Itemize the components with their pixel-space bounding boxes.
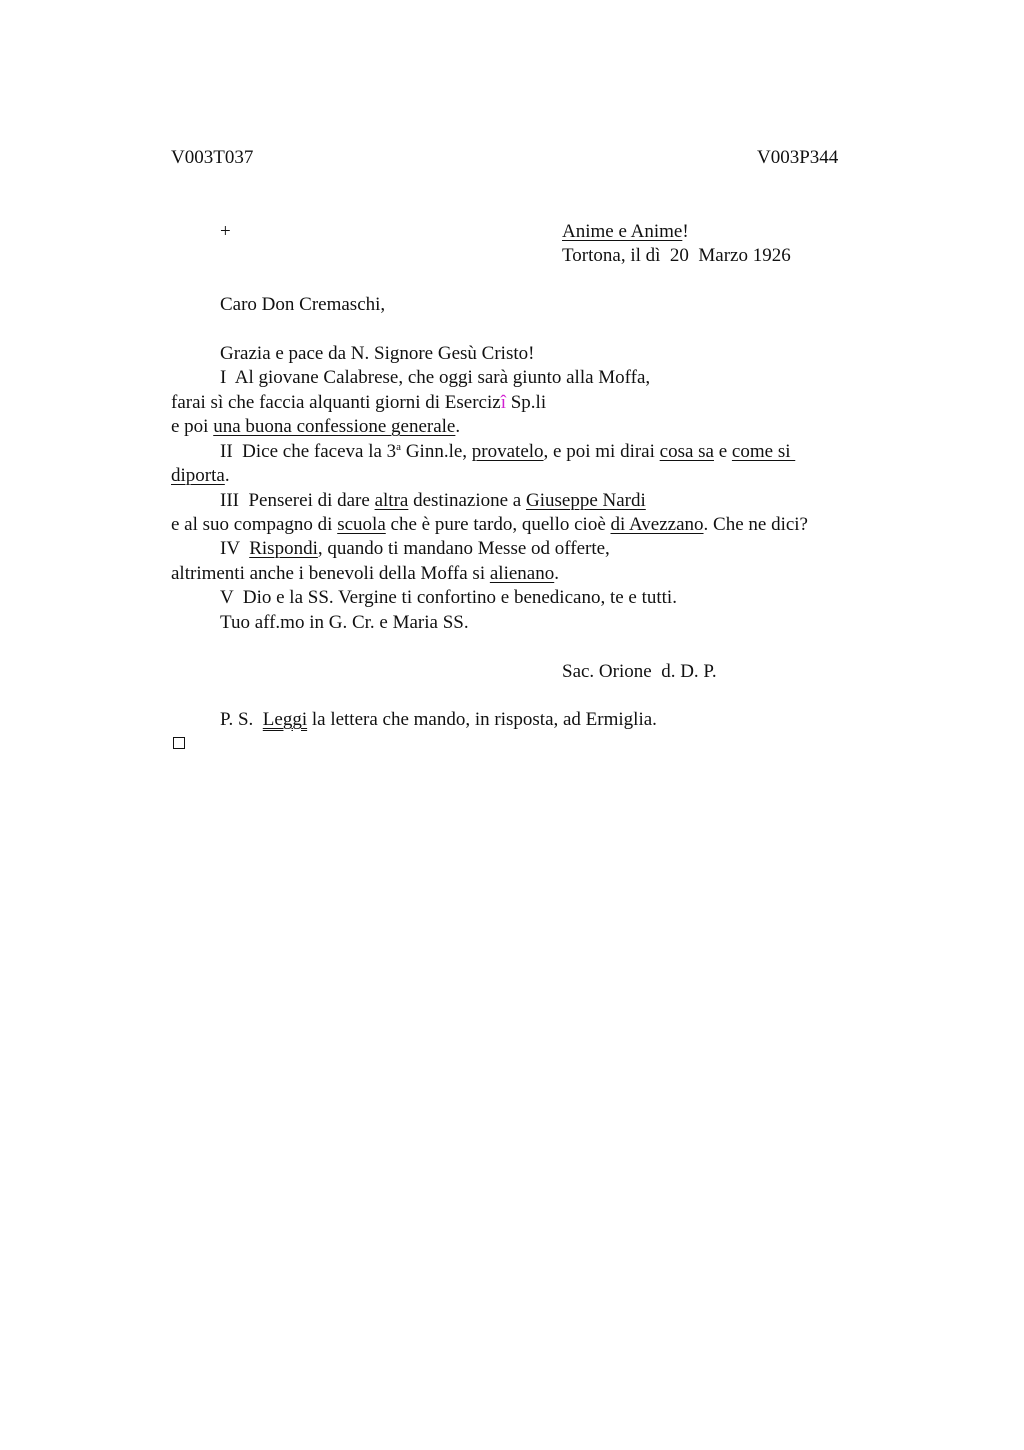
double-underlined-text: Leggi — [262, 709, 308, 730]
underlined-text: diporta — [171, 465, 225, 486]
paragraph-1-line-2 — [171, 391, 546, 415]
paragraph-4-line-2 — [171, 562, 559, 586]
text-span: . — [554, 563, 559, 584]
underlined-text: come si — [731, 441, 796, 462]
underlined-text: alienano — [489, 563, 555, 584]
archive-code-right: V003P344 — [757, 147, 839, 168]
archive-code-left: V003T037 — [171, 147, 254, 168]
paragraph-4-line-1 — [220, 537, 610, 561]
text-span: II Dice che faceva la 3 — [220, 441, 397, 462]
text-span: e — [713, 441, 732, 462]
paragraph-5: V Dio e la SS. Vergine ti confortino e benedicano, te e tutti. — [220, 587, 677, 608]
text-span: IV — [220, 538, 250, 559]
end-marker-square-icon — [173, 737, 185, 749]
text-span: Sp.li — [505, 392, 547, 413]
underlined-text: provatelo — [471, 441, 544, 462]
paragraph-3-line-2 — [171, 513, 808, 537]
text-span: la lettera che mando, in risposta, ad Ermiglia. — [307, 709, 657, 730]
underlined-text: cosa sa — [659, 441, 714, 462]
underlined-text: di Avezzano — [610, 514, 704, 535]
place-date: Tortona, il dì 20 Marzo 1926 — [562, 245, 791, 266]
superscript: a — [396, 441, 402, 453]
greeting: Grazia e pace da N. Signore Gesù Cristo! — [220, 343, 535, 364]
underlined-text: Giuseppe Nardi — [526, 490, 646, 511]
postscript — [220, 708, 657, 732]
text-span: e poi — [171, 416, 214, 437]
text-span: , quando ti mandano Messe od offerte, — [317, 538, 610, 559]
motto-underlined: Anime e Anime — [562, 221, 683, 242]
motto — [562, 220, 689, 244]
underlined-text: altra — [374, 490, 409, 511]
paragraph-1-line-1: I Al giovane Calabrese, che oggi sarà giunto alla Moffa, — [220, 367, 651, 388]
underlined-text: una buona confessione generale — [213, 416, 456, 437]
marked-character: î — [500, 392, 506, 413]
closing: Tuo aff.mo in G. Cr. e Maria SS. — [220, 612, 469, 633]
signature: Sac. Orione d. D. P. — [562, 661, 717, 682]
salutation: Caro Don Cremaschi, — [220, 294, 386, 315]
text-span: altrimenti anche i benevoli della Moffa si — [171, 563, 490, 584]
text-span: destinazione a — [408, 490, 526, 511]
motto-end: ! — [682, 221, 689, 242]
paragraph-2-line-1 — [220, 440, 795, 464]
paragraph-2-line-2 — [171, 464, 230, 488]
text-span: farai sì che faccia alquanti giorni di Eserciz — [171, 392, 501, 413]
text-span: P. S. — [220, 709, 263, 730]
underlined-text: Rispondi — [249, 538, 318, 559]
text-span: III Penserei di dare — [220, 490, 375, 511]
text-span: e al suo compagno di — [171, 514, 338, 535]
text-span: che è pure tardo, quello cioè — [385, 514, 611, 535]
text-span: . — [224, 465, 230, 486]
text-span: Ginn.le, — [401, 441, 472, 462]
text-span: , e poi mi dirai — [543, 441, 660, 462]
paragraph-1-line-3 — [171, 415, 460, 439]
paragraph-3-line-1 — [220, 489, 646, 513]
underlined-text: scuola — [337, 514, 386, 535]
cross-symbol: + — [220, 221, 231, 242]
text-span: . — [455, 416, 461, 437]
text-span: . Che ne dici? — [703, 514, 808, 535]
